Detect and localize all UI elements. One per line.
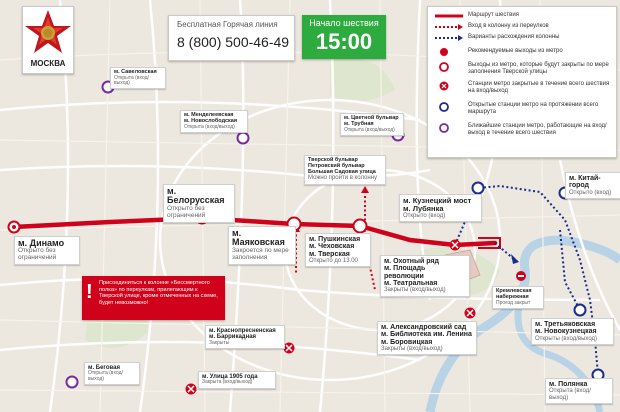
marker-aleksandrovsky-closed (465, 308, 476, 319)
city-logo-panel (22, 6, 74, 74)
marker-krasnopresnenskaya-closed (284, 343, 295, 354)
label-kitay: м. Китай-город Открыто (вход) (565, 172, 620, 199)
label-belorusskaya: м. Белорусская Открыто без ограничений (163, 184, 235, 223)
marker-kuznetsky (473, 183, 484, 194)
label-mendeleevskaya: м. Менделеевская м. Новослободская Открыта (вход/выход) (180, 110, 248, 133)
start-panel (302, 15, 386, 59)
marker-okhotny-closed (450, 240, 461, 251)
label-tsvetnoy: м. Цветной бульвар м. Трубная Открыта (вход/выход) (340, 113, 404, 136)
hotline-panel (168, 15, 295, 61)
red-star-logo (23, 7, 73, 57)
label-mayakovskaya: м. Маяковская Закроется по мере заполнения (228, 226, 296, 265)
label-begovaya: м. Беговая Открыта (вход/выход) (84, 362, 140, 385)
city-name: МОСКВА (30, 59, 66, 68)
label-okhotny: м. Охотный ряд м. Площадь революции м. Театральная Закрыты (вход/выход) (380, 255, 470, 297)
label-savelovskaya: м. Савеловская Открыта (вход/выход) (110, 67, 166, 89)
marker-begovaya (67, 377, 78, 388)
label-boulevards: Тверской бульвар Петровский бульвар Большая Садовая улица Можно пройти в колонну (304, 155, 386, 185)
label-dinamo: м. Динамо Открыто без ограничений (14, 236, 80, 265)
label-aleksandrovsky: м. Александровский сад м. Библиотека им. Ленина м. Боровицкая Закрыты (вход/выход) (377, 321, 477, 355)
marker-kremlin-no-entry (516, 271, 526, 281)
start-time: 15:00 (315, 29, 373, 54)
label-polyanka: м. Полянка Открыта (вход/выход) (545, 378, 613, 404)
hotline-phone: 8 (800) 500-46-49 (177, 34, 290, 50)
marker-mendeleevskaya (238, 133, 249, 144)
notice-text: Присоединиться к колонне «Бессмертного полка» по переулкам, прилегающим к Тверской улице, кроме отмеченных на схеме, будет невозможно! (99, 280, 218, 307)
exclamation-icon: ! (86, 281, 93, 303)
notice-panel (82, 276, 225, 320)
label-ulitsa1905: м. Улица 1905 года Закрыта (вход/выход) (198, 371, 276, 389)
label-krasnopresnenskaya: м. Краснопресненская м. Баррикадная Закрыты (205, 325, 285, 349)
label-pushkinskaya: м. Пушкинская м. Чеховская м. Тверская Открыто до 13.00 (305, 233, 371, 267)
hotline-label: Бесплатная Горячая линия (177, 20, 278, 29)
marker-pushkinskaya (354, 220, 367, 233)
label-kuznetsky: м. Кузнецкий мост м. Лубянка Открыто (вход) (399, 194, 482, 222)
marker-ulitsa1905-closed (186, 384, 197, 395)
label-tretyakovskaya: м. Третьяковская м. Новокузнецкая Открыты (вход/выход) (531, 318, 614, 345)
map-legend: Маршрут шествия Вход в колонну из переулков Варианты расхождения колонны Рекомендуемые выходы из метро Выходы из метро, которые будут закрыты по мере заполнения Тверской улицы Станции метро закрытые в течение всего шествия на вход/выход Открытые станции метро на протяжении всего маршрута Ближайшие станции метро, работающие на вход/выход в течение всего шествия (427, 6, 617, 158)
label-kremlin: Кремлевская набережная Проезд закрыт (492, 286, 544, 309)
marker-tretyakovskaya (575, 305, 586, 316)
start-label: Начало шествия (309, 18, 379, 28)
